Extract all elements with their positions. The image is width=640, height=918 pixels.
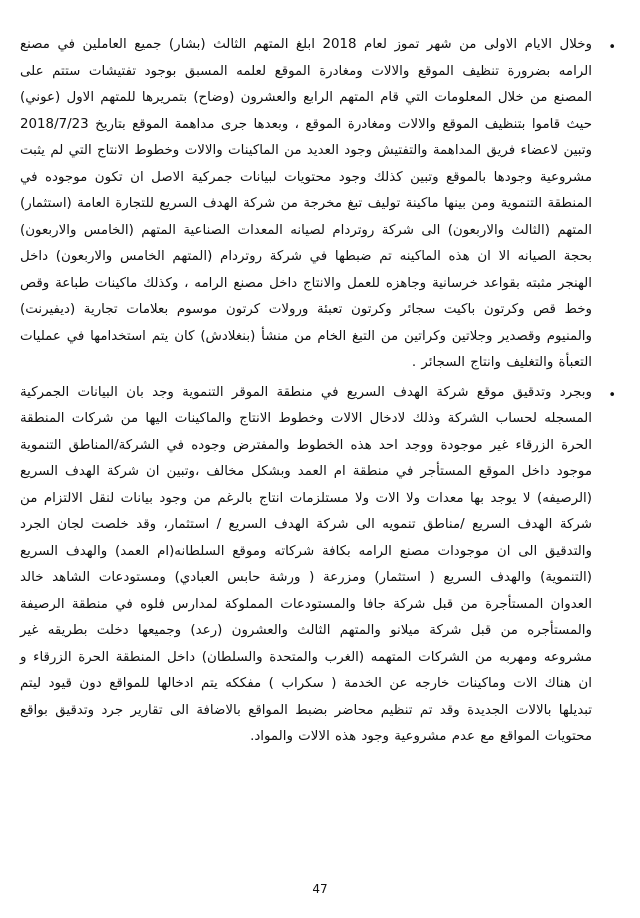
list-item: [20, 32, 618, 377]
list-item: [20, 380, 618, 751]
bullet-icon: •: [608, 387, 616, 403]
paragraph-text: وبجرد وتدقيق موقع شركة الهدف السريع في منطقة الموقر التنموية وجد بان البيانات الجمركية المسجله لحساب الشركة وذلك لادخال الالات وخطوط الانتاج والماكينات اليها من شركات المنطقة الحرة الزرقاء غير موجودة ووجد احد هذه الخطوط والمفترض وجوده في الشركة/المناطق التنموية موجود داخل الموقع المستأجر في منطقة ام العمد وبشكل مخالف ،وتبين ان شركة الهدف السريع (الرصيفه) لا يوجد بها معدات ولا الات ولا مستلزمات انتاج بالرغم من وجود بيانات لنقل الالتزام من شركة الهدف السريع /مناطق تنمويه الى شركة الهدف السريع / استثمار، وقد خلصت لجان الجرد والتدقيق الى ان موجودات مصنع الرامه بكافة شركاته وموقع السلطانه(ام العمد) والهدف السريع (التنموية) والهدف السريع ( استثمار) ومزرعة ( ورشة حابس العبادي) ومستودعات الشاهد خالد العدوان المستأجرة من قبل شركة جافا والمستودعات المملوكة لمدارس فلوه في منطقة الرصيفة والمستأجره من قبل شركة ميلانو والمتهم الثالث والعشرون (رعد) وجميعها دخلت بطريقه غير مشروعه ومهربه من الشركات المتهمه (الغرب والمتحدة والسلطان) داخل المنطقة الحرة الزرقاء و ان هناك الات وماكينات خارجه عن الخدمة ( سكراب ) مفككه يتم ادخالها للمواقع دون قيود ليتم تبديلها بالالات الجديدة وقد تم تنظيم محاضر بضبط المواقع بالاضافة الى تقارير جرد وتدقيق بواقع محتويات المواقع مع عدم مشروعية وجود هذه الالات والمواد.: [20, 384, 592, 744]
bullet-icon: •: [608, 40, 616, 55]
bullet-list: [20, 32, 618, 751]
page-number: 47: [312, 882, 328, 896]
paragraph-text: وخلال الايام الاولى من شهر تموز لعام 2018 ابلغ المتهم الثالث (بشار) جميع العاملين في مصنع الرامه بضرورة تنظيف الموقع والالات ومغادرة الموقع لعلمه المسبق بوجود تفتيشات ستتم على المصنع من خلال المعلومات التي قام المتهم الرابع والعشرون (وضاح) بتمريرها للمتهم الاول (عوني) حيث قاموا بتنظيف الموقع والالات ومغادرة الموقع ، وبعدها جرى مداهمة الموقع بتاريخ 2018/7/23 وتبين لاعضاء فريق المداهمة والتفتيش وجود العديد من الماكينات والالات وخطوط الانتاج التي لم يثبت مشروعية وجودها بالموقع وتبين كذلك وجود محتويات لبيانات جمركية الاصل ان تكون موجوده في المنطقة التنموية ومن بينها ماكينة توليف تبغ مخرجة من شركة الهدف السريع للتجارة العامة (استثمار) المتهم (الثالث والاربعون) الى شركة روتردام لصيانه المعدات الصناعية المتهم (الخامس والاربعون) بحجة الصيانه الا ان هذه الماكينه تم ضبطها في شركة روتردام (المتهم الخامس والاربعون) داخل الهنجر مثبته بقواعد خرسانية وجاهزه للعمل والانتاج داخل مصنع الرامه ، وكذلك ماكينات طباعة وقص وخط قص وكرتون باكيت سجائر وكرتون تعبئة ورولات كرتون موسوم بعلامات تجارية (ديفيرنت) والمنيوم وقصدير وجلاتين وكراتين من التبغ الخام من منشأ (بنغلادش) كان يتم استخدامها في عمليات التعبأة والتغليف وانتاج السجائر .: [20, 37, 592, 370]
